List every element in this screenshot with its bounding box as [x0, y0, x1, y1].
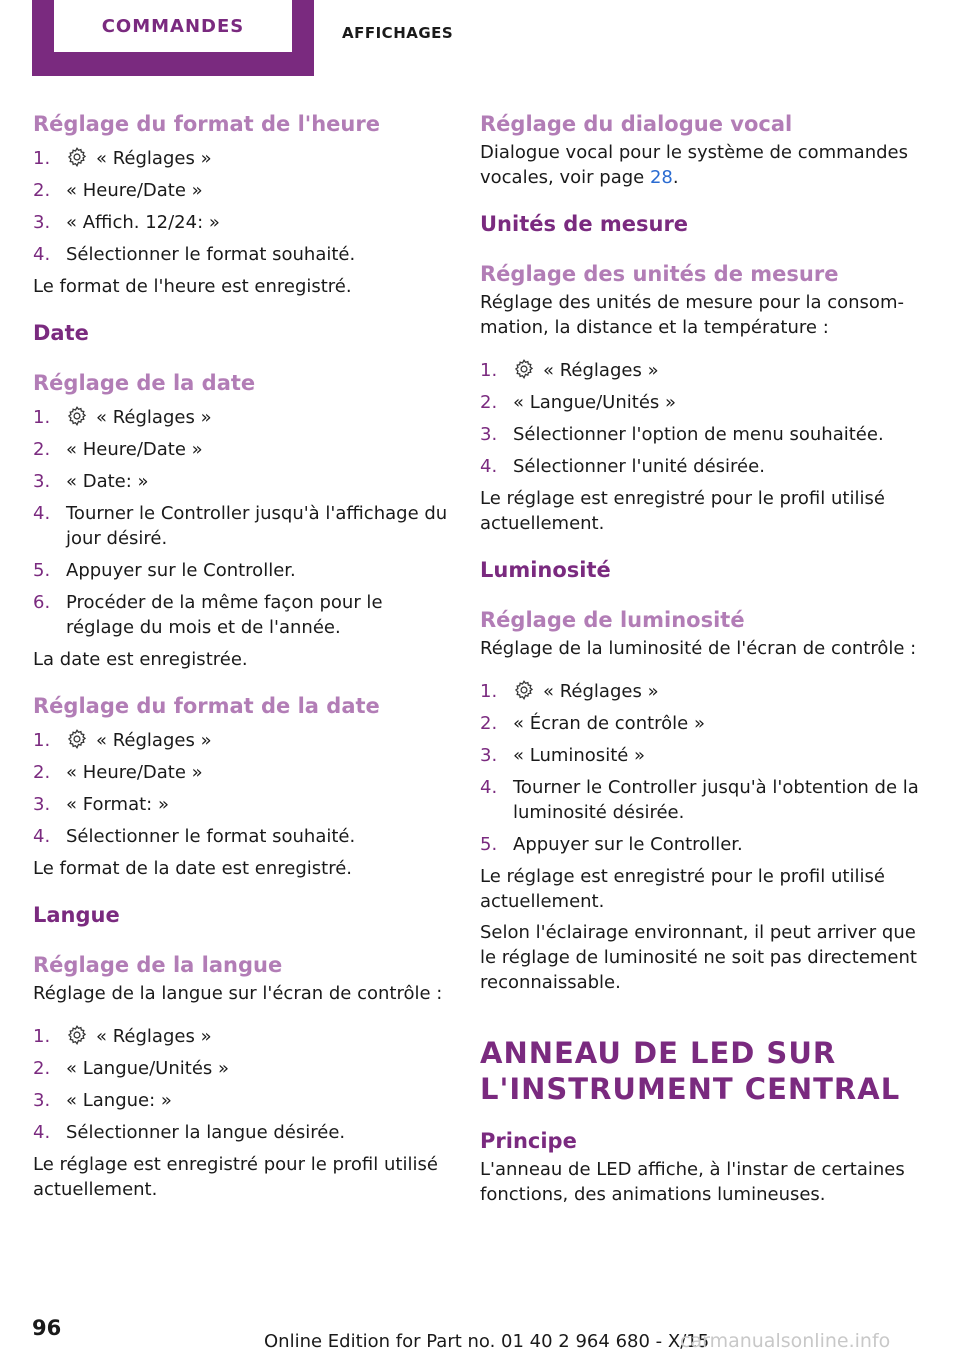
watermark: carmanualsonline.info — [680, 1330, 891, 1352]
brightness-intro: Réglage de la luminosité de l'écran de contrôle : — [480, 638, 917, 659]
language-title: Réglage de la langue — [33, 953, 283, 977]
list-item: 4. Tourner le Controller jusqu'à l'obtention de la luminosité désirée. — [480, 777, 919, 823]
left-column — [33, 108, 453, 1202]
list-item: 4. Sélectionner le format souhaité. — [33, 244, 356, 265]
time-format-steps — [33, 146, 453, 267]
time-format-result: Le format de l'heure est enregistré. — [33, 276, 352, 297]
date-format-steps — [33, 728, 453, 849]
tab-commandes-label: COMMANDES — [54, 0, 292, 52]
list-item: 3. « Luminosité » — [480, 745, 646, 766]
list-item: 6. Procéder de la même façon pour le réglage du mois et de l'année. — [33, 592, 383, 638]
brightness-section-title: Luminosité — [480, 558, 611, 582]
list-item: 1. « Réglages » — [33, 1026, 212, 1047]
date-steps — [33, 405, 453, 640]
gear-icon — [66, 728, 88, 750]
brightness-steps — [480, 679, 920, 857]
language-result: Le réglage est enregistré pour le profil utilisé actuellement. — [33, 1154, 438, 1200]
language-intro: Réglage de la langue sur l'écran de contrôle : — [33, 983, 443, 1004]
date-format-result: Le format de la date est enregistré. — [33, 858, 353, 879]
list-item: 2. « Heure/Date » — [33, 439, 203, 460]
list-item: 4. Sélectionner le format souhaité. — [33, 826, 356, 847]
principle-section-title: Principe — [480, 1129, 577, 1153]
list-item: 2. « Langue/Unités » — [480, 392, 677, 413]
list-item: 5. Appuyer sur le Controller. — [33, 560, 296, 581]
page-link[interactable]: 28 — [649, 167, 673, 188]
edition-footer: Online Edition for Part no. 01 40 2 964 680 - X/15 — [264, 1331, 710, 1352]
date-result: La date est enregistrée. — [33, 649, 248, 670]
list-item: 4. Sélectionner l'unité désirée. — [480, 456, 765, 477]
list-item: 3. Sélectionner l'option de menu souhaitée. — [480, 424, 884, 445]
units-section-title: Unités de mesure — [480, 212, 689, 236]
units-intro: Réglage des unités de mesure pour la consommation, la distance et la température : — [480, 292, 904, 338]
date-title: Réglage de la date — [33, 371, 256, 395]
date-format-title: Réglage du format de la date — [33, 694, 380, 718]
list-item: 1. « Réglages » — [33, 407, 212, 428]
gear-icon — [513, 358, 535, 380]
principle-text: L'anneau de LED affiche, à l'instar de certaines fonctions, des animations lumineuses. — [480, 1159, 905, 1205]
tab-commandes[interactable] — [32, 0, 314, 76]
page-number: 96 — [32, 1316, 62, 1340]
gear-icon — [66, 146, 88, 168]
led-heading: ANNEAU DE LED SUR L'INSTRUMENT CENTRAL — [480, 1036, 901, 1106]
list-item: 1. « Réglages » — [480, 360, 659, 381]
units-title: Réglage des unités de mesure — [480, 262, 839, 286]
gear-icon — [66, 1024, 88, 1046]
list-item: 2. « Écran de contrôle » — [480, 713, 705, 734]
header-tabs — [32, 0, 472, 76]
voice-text: Dialogue vocal pour le système de commandes vocales, voir page 28. — [480, 142, 909, 188]
language-steps — [33, 1024, 453, 1145]
brightness-title: Réglage de luminosité — [480, 608, 745, 632]
list-item: 3. « Date: » — [33, 471, 149, 492]
list-item: 3. « Affich. 12/24: » — [33, 212, 220, 233]
list-item: 4. Tourner le Controller jusqu'à l'affichage du jour désiré. — [33, 503, 448, 549]
list-item: 3. « Langue: » — [33, 1090, 172, 1111]
date-section-title: Date — [33, 321, 89, 345]
list-item: 2. « Heure/Date » — [33, 180, 203, 201]
list-item: 3. « Format: » — [33, 794, 169, 815]
list-item: 1. « Réglages » — [33, 148, 212, 169]
gear-icon — [66, 405, 88, 427]
units-steps — [480, 358, 920, 479]
units-result: Le réglage est enregistré pour le profil utilisé actuellement. — [480, 488, 885, 534]
tab-affichages[interactable]: AFFICHAGES — [342, 24, 454, 42]
brightness-result: Le réglage est enregistré pour le profil utilisé actuellement. — [480, 866, 885, 912]
list-item: 4. Sélectionner la langue désirée. — [33, 1122, 346, 1143]
list-item: 2. « Heure/Date » — [33, 762, 203, 783]
time-format-title: Réglage du format de l'heure — [33, 112, 380, 136]
brightness-note: Selon l'éclairage environnant, il peut arriver que le réglage de luminosité ne soit pas directement reconnaissable. — [480, 922, 917, 993]
language-section-title: Langue — [33, 903, 120, 927]
gear-icon — [513, 679, 535, 701]
voice-title: Réglage du dialogue vocal — [480, 112, 793, 136]
list-item: 1. « Réglages » — [33, 730, 212, 751]
list-item: 1. « Réglages » — [480, 681, 659, 702]
list-item: 2. « Langue/Unités » — [33, 1058, 230, 1079]
list-item: 5. Appuyer sur le Controller. — [480, 834, 743, 855]
right-column — [480, 108, 920, 1207]
